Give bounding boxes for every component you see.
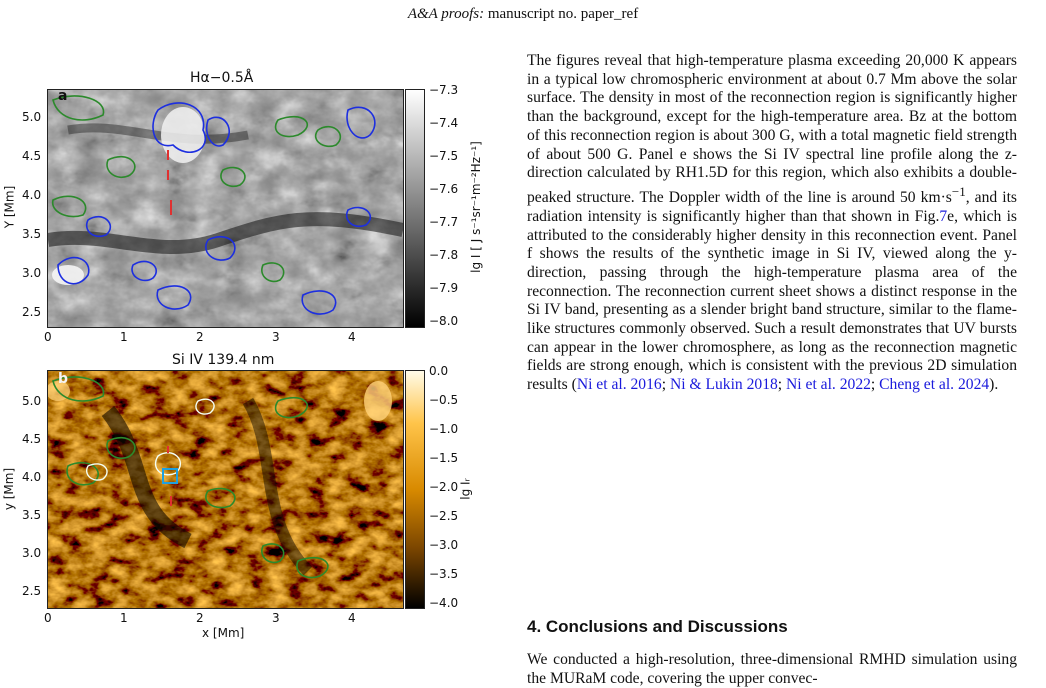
panel-b-ytick-1: 5.0 — [22, 394, 42, 408]
panel-a-title: Hα−0.5Å — [190, 70, 254, 86]
panel-b-image — [47, 370, 404, 609]
panel-a-xtick-4: 4 — [348, 330, 356, 344]
panel-b-xtick-4: 4 — [348, 611, 356, 625]
journal-name: A&A proofs: — [407, 6, 485, 22]
panel-a-ytick-3: 4.0 — [22, 188, 42, 202]
panel-b-colorbar — [405, 370, 425, 609]
citation-ni-2022[interactable]: Ni et al. 2022 — [786, 376, 871, 394]
paragraph-1-text-b: , and its radiation intensity is significantly higher than that shown in Fig. — [527, 189, 1017, 225]
panel-b-letter: b — [58, 371, 69, 387]
panel-a-colorbar-label: lg I [ J s⁻¹sr⁻¹m⁻²Hz⁻¹] — [468, 141, 483, 273]
panel-b-ylabel: y [Mm] — [2, 467, 17, 511]
panel-b-cbtick-4: −1.5 — [429, 451, 459, 465]
panel-a-cbtick-2: −7.4 — [429, 116, 459, 130]
panel-a-xtick-3: 3 — [272, 330, 280, 344]
paragraph-2: We conducted a high-resolution, three-dimensional RMHD simulation using the MURaM code, covering the upper convec- — [527, 651, 1017, 687]
panel-b-xlabel: x [Mm] — [202, 626, 245, 640]
panel-b-cbtick-5: −2.0 — [429, 480, 459, 494]
panel-a-ytick-6: 2.5 — [22, 305, 42, 319]
panel-b-cbtick-8: −3.5 — [429, 567, 459, 581]
panel-b-cbtick-7: −3.0 — [429, 538, 459, 552]
panel-b-cbtick-3: −1.0 — [429, 422, 459, 436]
manuscript-id: manuscript no. paper_ref — [484, 6, 639, 22]
citation-separator: ; — [777, 376, 787, 394]
panel-a-cbtick-7: −7.9 — [429, 281, 459, 295]
panel-b-cbtick-9: −4.0 — [429, 596, 459, 610]
panel-a-xtick-0: 0 — [44, 330, 52, 344]
panel-b-colorbar-label: lg Iᵣ — [458, 478, 473, 500]
citation-ni-2016[interactable]: Ni et al. 2016 — [576, 376, 662, 394]
panel-a-xtick-2: 2 — [196, 330, 204, 344]
panel-b-ytick-6: 2.5 — [22, 584, 42, 598]
panel-b-ytick-3: 4.0 — [22, 470, 42, 484]
panel-a-ylabel: Y [Mm] — [2, 185, 17, 229]
panel-a-cbtick-6: −7.8 — [429, 248, 459, 262]
panel-b-xtick-3: 3 — [272, 611, 280, 625]
panel-a-letter: a — [58, 88, 68, 104]
panel-b-cbtick-6: −2.5 — [429, 509, 459, 523]
citation-ni-lukin-2018[interactable]: Ni & Lukin 2018 — [669, 376, 778, 394]
paragraph-1-text-a: The figures reveal that high-temperature plasma exceeding 20,000 K appears in a typical low chromospheric environment at about 0.7 Mm above the solar surface. The density in most of the reconnection region is significantly higher than the background, except for the high-temperature area. Bz at the bottom of this reconnection region is about 300 G, with a total magnetic field strength of about 500 G. Panel e shows the Si IV spectral line profile along the z-direction calculated by RH1.5D for this region, which also exhibits a double-peaked structure. The Doppler width of the line is around 50 km·s — [527, 52, 1017, 207]
body-text-column — [527, 52, 1017, 395]
panel-a-xtick-1: 1 — [120, 330, 128, 344]
panel-a-ytick-2: 4.5 — [22, 149, 42, 163]
panel-b-ytick-4: 3.5 — [22, 508, 42, 522]
superscript: −1 — [951, 183, 966, 199]
panel-b-ytick-2: 4.5 — [22, 432, 42, 446]
panel-a-ytick-1: 5.0 — [22, 110, 42, 124]
paragraph-1 — [527, 52, 1017, 395]
panel-b-cbtick-2: −0.5 — [429, 393, 459, 407]
panel-b-xtick-2: 2 — [196, 611, 204, 625]
figure-ref-link[interactable]: 7 — [939, 207, 948, 225]
panel-a-cbtick-1: −7.3 — [429, 83, 459, 97]
citation-separator: ; — [870, 376, 880, 394]
citation-cheng-2024[interactable]: Cheng et al. 2024 — [879, 376, 990, 394]
section-heading: 4. Conclusions and Discussions — [527, 617, 788, 636]
panel-b-title: Si IV 139.4 nm — [172, 352, 275, 368]
panel-a-ytick-4: 3.5 — [22, 227, 42, 241]
panel-a-cbtick-5: −7.7 — [429, 215, 459, 229]
panel-b-xtick-1: 1 — [120, 611, 128, 625]
figure — [0, 0, 520, 687]
panel-a-cbtick-8: −8.0 — [429, 314, 459, 328]
paragraph-1-text-c: e, which is attributed to the considerably higher density in this reconnection event. Panel f shows the results of the synthetic image in Si IV, viewed along the y-direction, passing through the high-temperature plasma area of the reconnection. The reconnection current sheet shows a distinct response in the Si IV band, presenting as a slender bright band structure, similar to the flame-like structures commonly observed. Such a result demonstrates that UV bursts can appear in the lower chromosphere, as long as the reconnection magnetic fields are strong enough, which is consistent with the previous 2D simulation results ( — [527, 207, 1017, 394]
panel-b-cbtick-1: 0.0 — [429, 364, 449, 378]
panel-a-cbtick-3: −7.5 — [429, 149, 459, 163]
panel-a-cbtick-4: −7.6 — [429, 182, 459, 196]
paragraph-1-end: ). — [989, 376, 999, 394]
panel-b-xtick-0: 0 — [44, 611, 52, 625]
citation-separator: ; — [661, 376, 670, 394]
panel-a-image — [47, 89, 404, 328]
panel-b-ytick-5: 3.0 — [22, 546, 42, 560]
panel-a-ytick-5: 3.0 — [22, 266, 42, 280]
panel-a-colorbar — [405, 89, 425, 328]
